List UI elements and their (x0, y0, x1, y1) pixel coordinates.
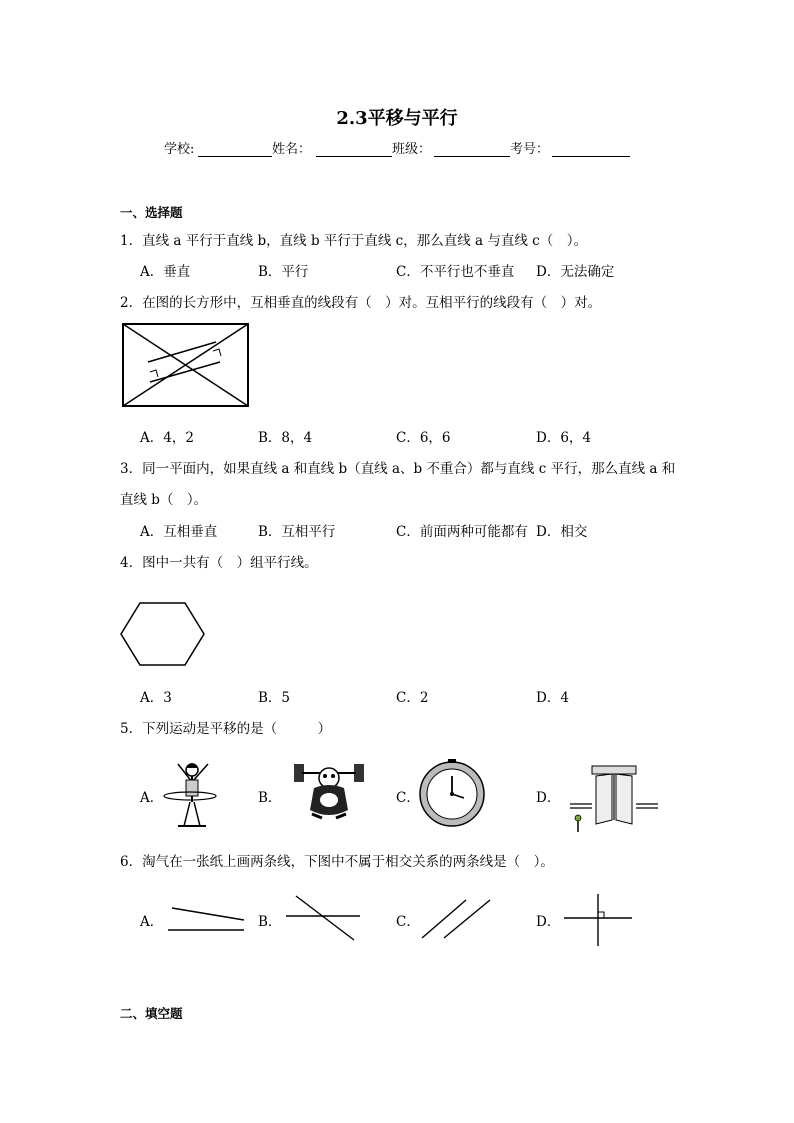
q3-option-d[interactable]: D．相交 (536, 524, 588, 540)
number-label: 考号： (510, 142, 550, 157)
lines-d-figure (560, 892, 636, 948)
q5-option-d[interactable]: D． (536, 790, 561, 806)
class-field[interactable] (434, 138, 510, 157)
q4-option-c[interactable]: C．2 (396, 690, 429, 706)
q4-option-d[interactable]: D．4 (536, 690, 569, 706)
q6-option-c[interactable]: C． (396, 914, 420, 930)
q3-option-c[interactable]: C．前面两种可能都有 (396, 524, 528, 540)
q1-option-d[interactable]: D．无法确定 (536, 264, 615, 280)
class-label: 班级： (392, 142, 432, 157)
q6-option-a[interactable]: A． (140, 914, 164, 930)
school-field[interactable] (198, 138, 272, 157)
q1-option-b[interactable]: B．平行 (258, 264, 309, 280)
q2-option-b[interactable]: B．8，4 (258, 430, 313, 446)
q5-option-a[interactable]: A． (140, 790, 164, 806)
school-label: 学校: (164, 142, 195, 157)
q5-option-b[interactable]: B． (258, 790, 282, 806)
section-title-choice: 一、选择题 (120, 205, 183, 220)
lines-c-figure (418, 896, 494, 942)
q4-option-a[interactable]: A．3 (140, 690, 172, 706)
rectangle-figure (120, 320, 252, 410)
q6-option-b[interactable]: B． (258, 914, 282, 930)
weightlifting-panda-image (292, 756, 366, 822)
question-6: 6．淘气在一张纸上画两条线，下图中不属于相交关系的两条线是（ ）。 (120, 854, 554, 870)
hexagon-figure (118, 600, 208, 668)
alarm-clock-image (416, 758, 488, 832)
name-label: 姓名： (272, 142, 312, 157)
revolving-door-image (568, 764, 660, 834)
question-5: 5．下列运动是平移的是（ ） (120, 721, 332, 737)
question-3: 3．同一平面内，如果直线 a 和直线 b（直线 a、b 不重合）都与直线 c 平行，那么直线 a 和 (120, 461, 676, 477)
q3-option-a[interactable]: A．互相垂直 (140, 524, 218, 540)
lines-b-figure (282, 894, 362, 944)
page-title: 2.3平移与平行 (336, 108, 458, 129)
question-1: 1．直线 a 平行于直线 b，直线 b 平行于直线 c，那么直线 a 与直线 c（ ）。 (120, 233, 587, 249)
question-3-cont: 直线 b（ ）。 (120, 492, 208, 508)
q1-option-a[interactable]: A．垂直 (140, 264, 191, 280)
q4-option-b[interactable]: B．5 (258, 690, 291, 706)
number-field[interactable] (552, 138, 630, 157)
lines-a-figure (164, 902, 248, 936)
q2-option-a[interactable]: A．4，2 (140, 430, 194, 446)
q3-option-b[interactable]: B．互相平行 (258, 524, 336, 540)
hula-hoop-girl-image (160, 756, 228, 830)
q6-option-d[interactable]: D． (536, 914, 561, 930)
q5-option-c[interactable]: C． (396, 790, 420, 806)
q1-option-c[interactable]: C．不平行也不垂直 (396, 264, 515, 280)
q2-option-d[interactable]: D．6，4 (536, 430, 592, 446)
question-2: 2．在图的长方形中，互相垂直的线段有（ ）对。互相平行的线段有（ ）对。 (120, 295, 602, 311)
q2-option-c[interactable]: C．6，6 (396, 430, 451, 446)
name-field[interactable] (316, 138, 392, 157)
question-4: 4．图中一共有（ ）组平行线。 (120, 555, 318, 571)
section-title-fill: 二、填空题 (120, 1006, 183, 1021)
